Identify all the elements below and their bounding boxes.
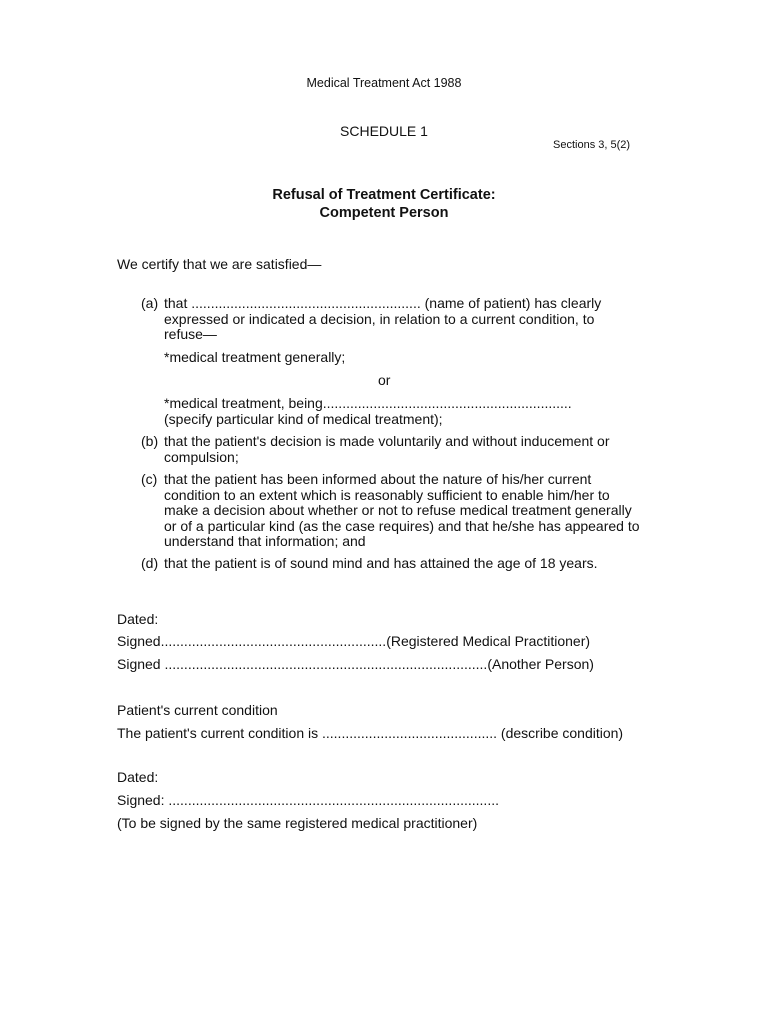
condition-signature: Signed: ..................................................................................... — [117, 792, 499, 808]
clause-a-line: refuse— — [164, 326, 217, 342]
clause-a-line: expressed or indicated a decision, in relation to a current condition, to — [164, 310, 595, 327]
clause-b-label: (b) — [141, 433, 159, 449]
clause-d-text — [164, 556, 664, 572]
signature-medical-practitioner: Signed..........................................................(Registered Medical Practitioner) — [117, 633, 591, 649]
clause-b-line: that the patient's decision is made voluntarily and without inducement or — [164, 433, 610, 449]
option-specific-treatment-line1: *medical treatment, being................................................................ — [164, 395, 572, 411]
clause-c-line: understand that information; and — [164, 533, 366, 549]
condition-dated-field: Dated: — [117, 769, 159, 785]
certificate-intro: We certify that we are satisfied— — [117, 256, 322, 272]
clause-a-text — [164, 296, 664, 343]
clause-d-line: that the patient is of sound mind and has attained the age of 18 years. — [164, 555, 598, 571]
option-specific-treatment — [164, 396, 572, 427]
act-title: Medical Treatment Act 1988 — [306, 76, 462, 90]
clause-c-text — [164, 472, 664, 550]
signature-another-person: Signed ...................................................................................(Another Person) — [117, 656, 594, 672]
certificate-title-line1: Refusal of Treatment Certificate: — [272, 187, 496, 203]
sections-reference: Sections 3, 5(2) — [553, 139, 631, 151]
clause-b-line: compulsion; — [164, 448, 239, 465]
option-treatment-generally: *medical treatment generally; — [164, 349, 346, 365]
clause-a-line: that ........................................................... (name of patient) has clearly — [164, 295, 602, 311]
clause-a-label: (a) — [141, 295, 159, 311]
dated-field: Dated: — [117, 611, 159, 627]
certificate-title-line2: Competent Person — [319, 205, 449, 221]
clause-c-line: make a decision about whether or not to refuse medical treatment generally — [164, 502, 632, 518]
clause-c-line: condition to an extent which is reasonably sufficient to enable him/her to — [164, 486, 610, 503]
signature-note: (To be signed by the same registered medical practitioner) — [117, 815, 478, 831]
or-separator: or — [378, 372, 391, 388]
schedule-heading: SCHEDULE 1 — [340, 123, 428, 139]
certificate-title — [0, 186, 768, 222]
clause-c-line: that the patient has been informed about the nature of his/her current — [164, 471, 592, 487]
option-specific-treatment-line2: (specify particular kind of medical treatment); — [164, 410, 443, 427]
clause-b-text — [164, 434, 664, 465]
condition-heading: Patient's current condition — [117, 702, 278, 718]
clause-c-label: (c) — [141, 471, 158, 487]
clause-c-line: or of a particular kind (as the case requires) and that he/she has appeared to — [164, 517, 640, 534]
condition-description: The patient's current condition is ............................................. (describe condition) — [117, 725, 624, 741]
clause-d-label: (d) — [141, 555, 159, 571]
